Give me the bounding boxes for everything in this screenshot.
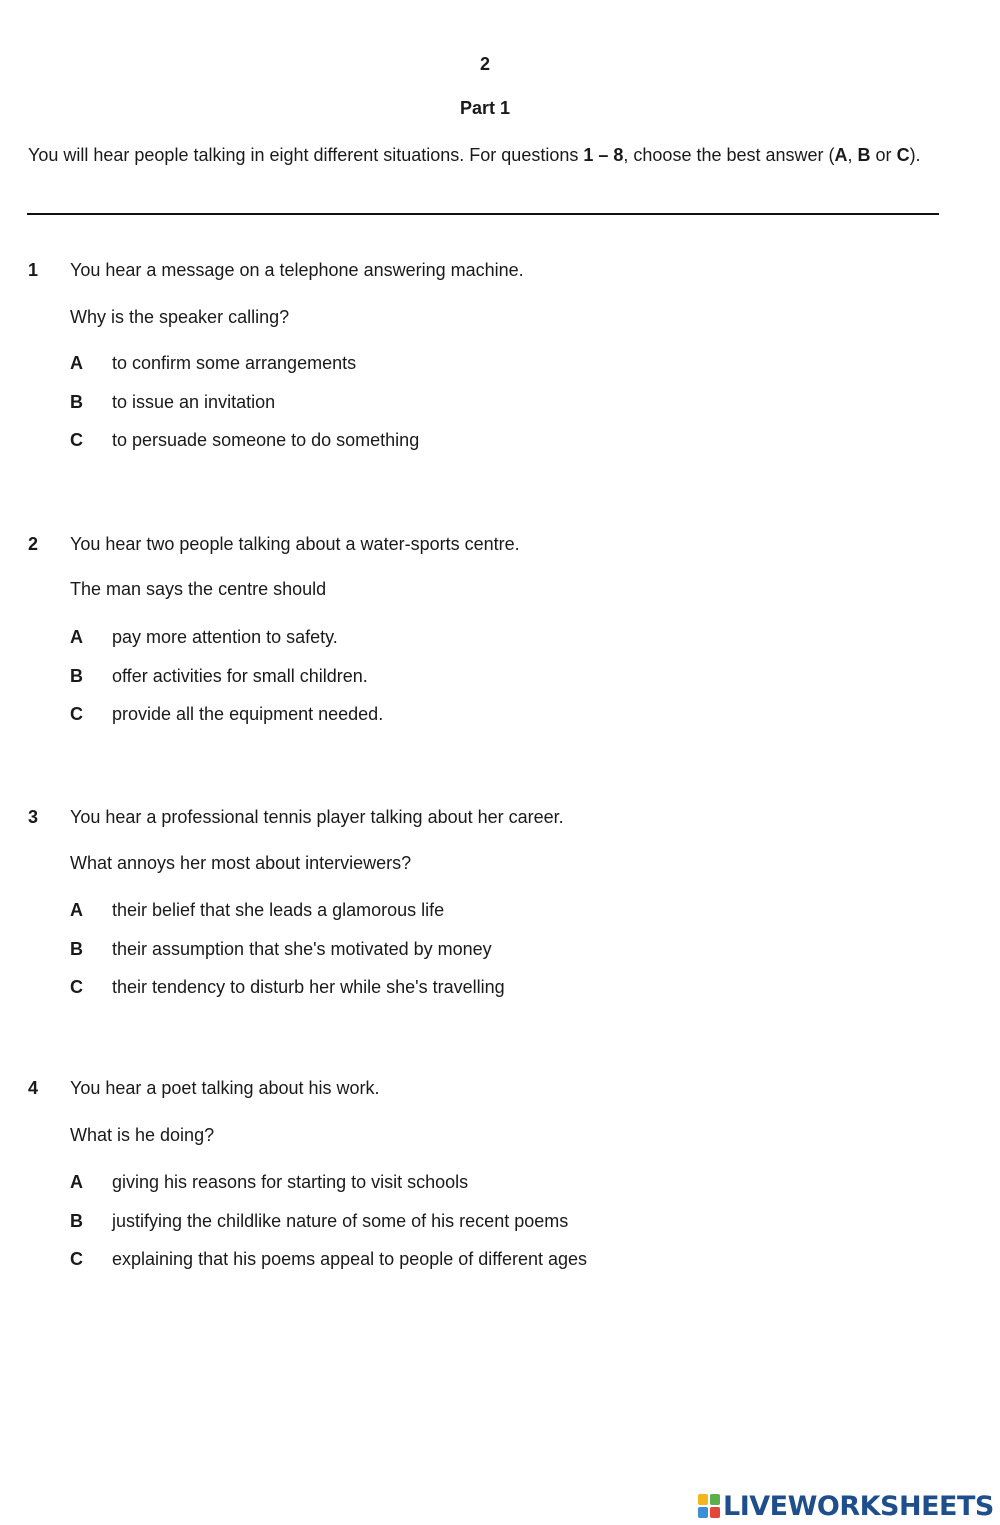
question-prompt: The man says the centre should <box>70 579 327 599</box>
option-text: to persuade someone to do something <box>112 430 420 450</box>
option-b[interactable] <box>0 666 1000 690</box>
question-number: 2 <box>28 534 39 554</box>
option-text: to confirm some arrangements <box>112 353 357 373</box>
option-text: to issue an invitation <box>112 392 276 412</box>
logo-square-icon <box>710 1507 720 1518</box>
page-number: 2 <box>479 54 490 74</box>
option-text: their belief that she leads a glamorous life <box>112 900 445 920</box>
option-letter: C <box>70 977 83 997</box>
option-letter: A <box>70 353 83 373</box>
logo-square-icon <box>710 1494 720 1505</box>
question-prompt: Why is the speaker calling? <box>70 307 290 327</box>
logo-square-icon <box>698 1494 708 1505</box>
option-a[interactable] <box>0 627 1000 651</box>
option-letter: C <box>70 1249 83 1269</box>
question-context: You hear two people talking about a water-sports centre. <box>70 534 520 554</box>
option-text: provide all the equipment needed. <box>112 704 384 724</box>
instructions: You will hear people talking in eight different situations. For questions 1 – 8, choose the best answer (A, B or C). <box>28 145 921 165</box>
divider-line <box>27 213 939 215</box>
option-b[interactable] <box>0 939 1000 963</box>
question-context: You hear a professional tennis player talking about her career. <box>70 807 564 827</box>
question-prompt: What is he doing? <box>70 1125 215 1145</box>
question-prompt: What annoys her most about interviewers? <box>70 853 412 873</box>
option-letter: A <box>70 627 83 647</box>
option-a[interactable] <box>0 353 1000 377</box>
option-letter: C <box>70 430 83 450</box>
question-number: 4 <box>28 1078 39 1098</box>
option-letter: B <box>70 392 83 412</box>
question-context: You hear a message on a telephone answering machine. <box>70 260 524 280</box>
option-letter: B <box>70 939 83 959</box>
option-text: their assumption that she's motivated by money <box>112 939 492 959</box>
option-a[interactable] <box>0 1172 1000 1196</box>
option-a[interactable] <box>0 900 1000 924</box>
option-text: explaining that his poems appeal to people of different ages <box>112 1249 588 1269</box>
option-c[interactable] <box>0 430 1000 454</box>
option-c[interactable] <box>0 977 1000 1001</box>
option-letter: B <box>70 1211 83 1231</box>
logo-square-icon <box>698 1507 708 1518</box>
liveworksheets-icon <box>698 1494 720 1518</box>
logo-text: LIVEWORKSHEETS <box>723 1490 994 1522</box>
option-text: justifying the childlike nature of some of his recent poems <box>112 1211 569 1231</box>
option-letter: A <box>70 1172 83 1192</box>
option-b[interactable] <box>0 392 1000 416</box>
option-b[interactable] <box>0 1211 1000 1235</box>
option-letter: B <box>70 666 83 686</box>
question-number: 1 <box>28 260 39 280</box>
option-text: their tendency to disturb her while she's travelling <box>112 977 505 997</box>
option-letter: A <box>70 900 83 920</box>
part-title: Part 1 <box>459 98 511 118</box>
question-number: 3 <box>28 807 39 827</box>
option-text: offer activities for small children. <box>112 666 368 686</box>
option-text: giving his reasons for starting to visit schools <box>112 1172 469 1192</box>
option-letter: C <box>70 704 83 724</box>
option-text: pay more attention to safety. <box>112 627 338 647</box>
liveworksheets-logo <box>698 1490 994 1522</box>
option-c[interactable] <box>0 704 1000 728</box>
option-c[interactable] <box>0 1249 1000 1273</box>
question-context: You hear a poet talking about his work. <box>70 1078 380 1098</box>
